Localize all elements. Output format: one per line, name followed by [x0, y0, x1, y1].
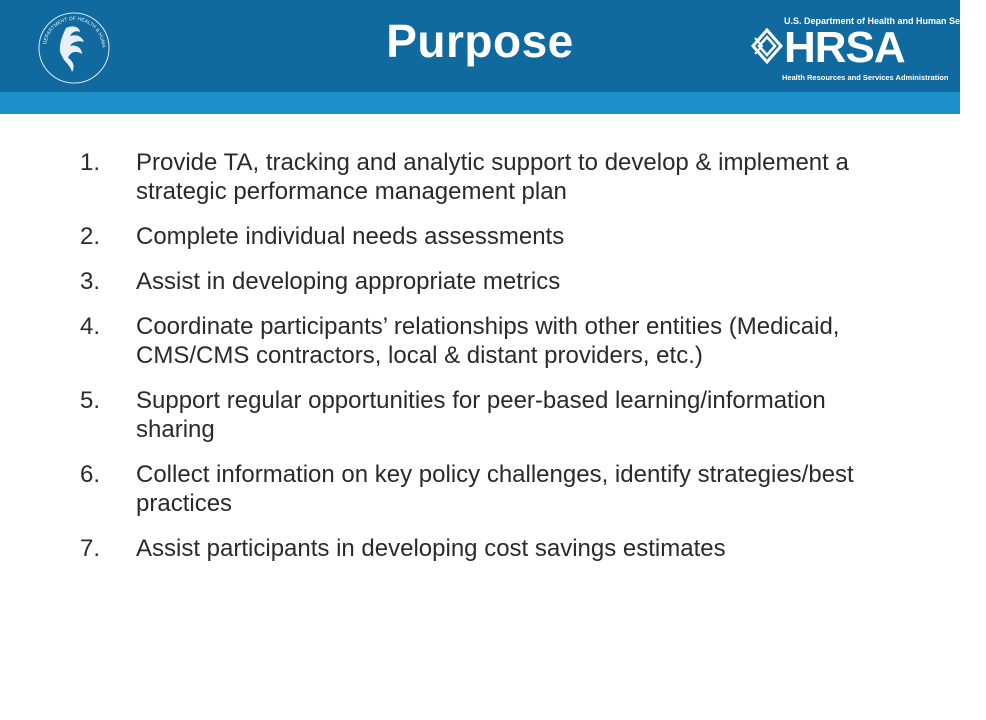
list-item	[80, 386, 910, 444]
list-item	[80, 148, 910, 206]
hrsa-wordmark: HRSA	[784, 23, 905, 72]
item-text: Assist in developing appropriate metrics	[136, 268, 561, 295]
item-number: 3.	[80, 268, 101, 295]
item-number: 6.	[80, 461, 101, 488]
item-text: Complete individual needs assessments	[136, 223, 565, 250]
hhs-seal-text: DEPARTMENT OF HEALTH & HUMA	[42, 15, 107, 48]
item-number: 4.	[80, 313, 101, 340]
hrsa-agency-line: Health Resources and Services Administration	[782, 73, 949, 82]
list-item	[80, 312, 910, 370]
hrsa-diamond-icon	[750, 26, 784, 66]
item-text: Assist participants in developing cost savings estimates	[136, 535, 726, 562]
hrsa-logo	[750, 16, 986, 84]
item-number: 1.	[80, 149, 101, 176]
item-text: Collect information on key policy challenges, identify strategies/best practices	[136, 461, 854, 517]
item-number: 7.	[80, 535, 101, 562]
item-number: 5.	[80, 387, 101, 414]
header-stripe	[0, 92, 960, 114]
list-item	[80, 222, 910, 251]
item-text: Provide TA, tracking and analytic support to develop & implement a strategic performance management plan	[136, 149, 849, 205]
item-number: 2.	[80, 223, 101, 250]
list-item	[80, 460, 910, 518]
slide-title: Purpose	[386, 15, 574, 67]
hrsa-department-line: U.S. Department of Health and Human Services	[784, 16, 986, 26]
list-item	[80, 534, 910, 563]
item-text: Support regular opportunities for peer-based learning/information sharing	[136, 387, 826, 443]
purpose-list	[80, 148, 910, 579]
item-text: Coordinate participants’ relationships with other entities (Medicaid, CMS/CMS contractors, local & distant providers, etc.)	[136, 313, 840, 369]
list-item	[80, 267, 910, 296]
